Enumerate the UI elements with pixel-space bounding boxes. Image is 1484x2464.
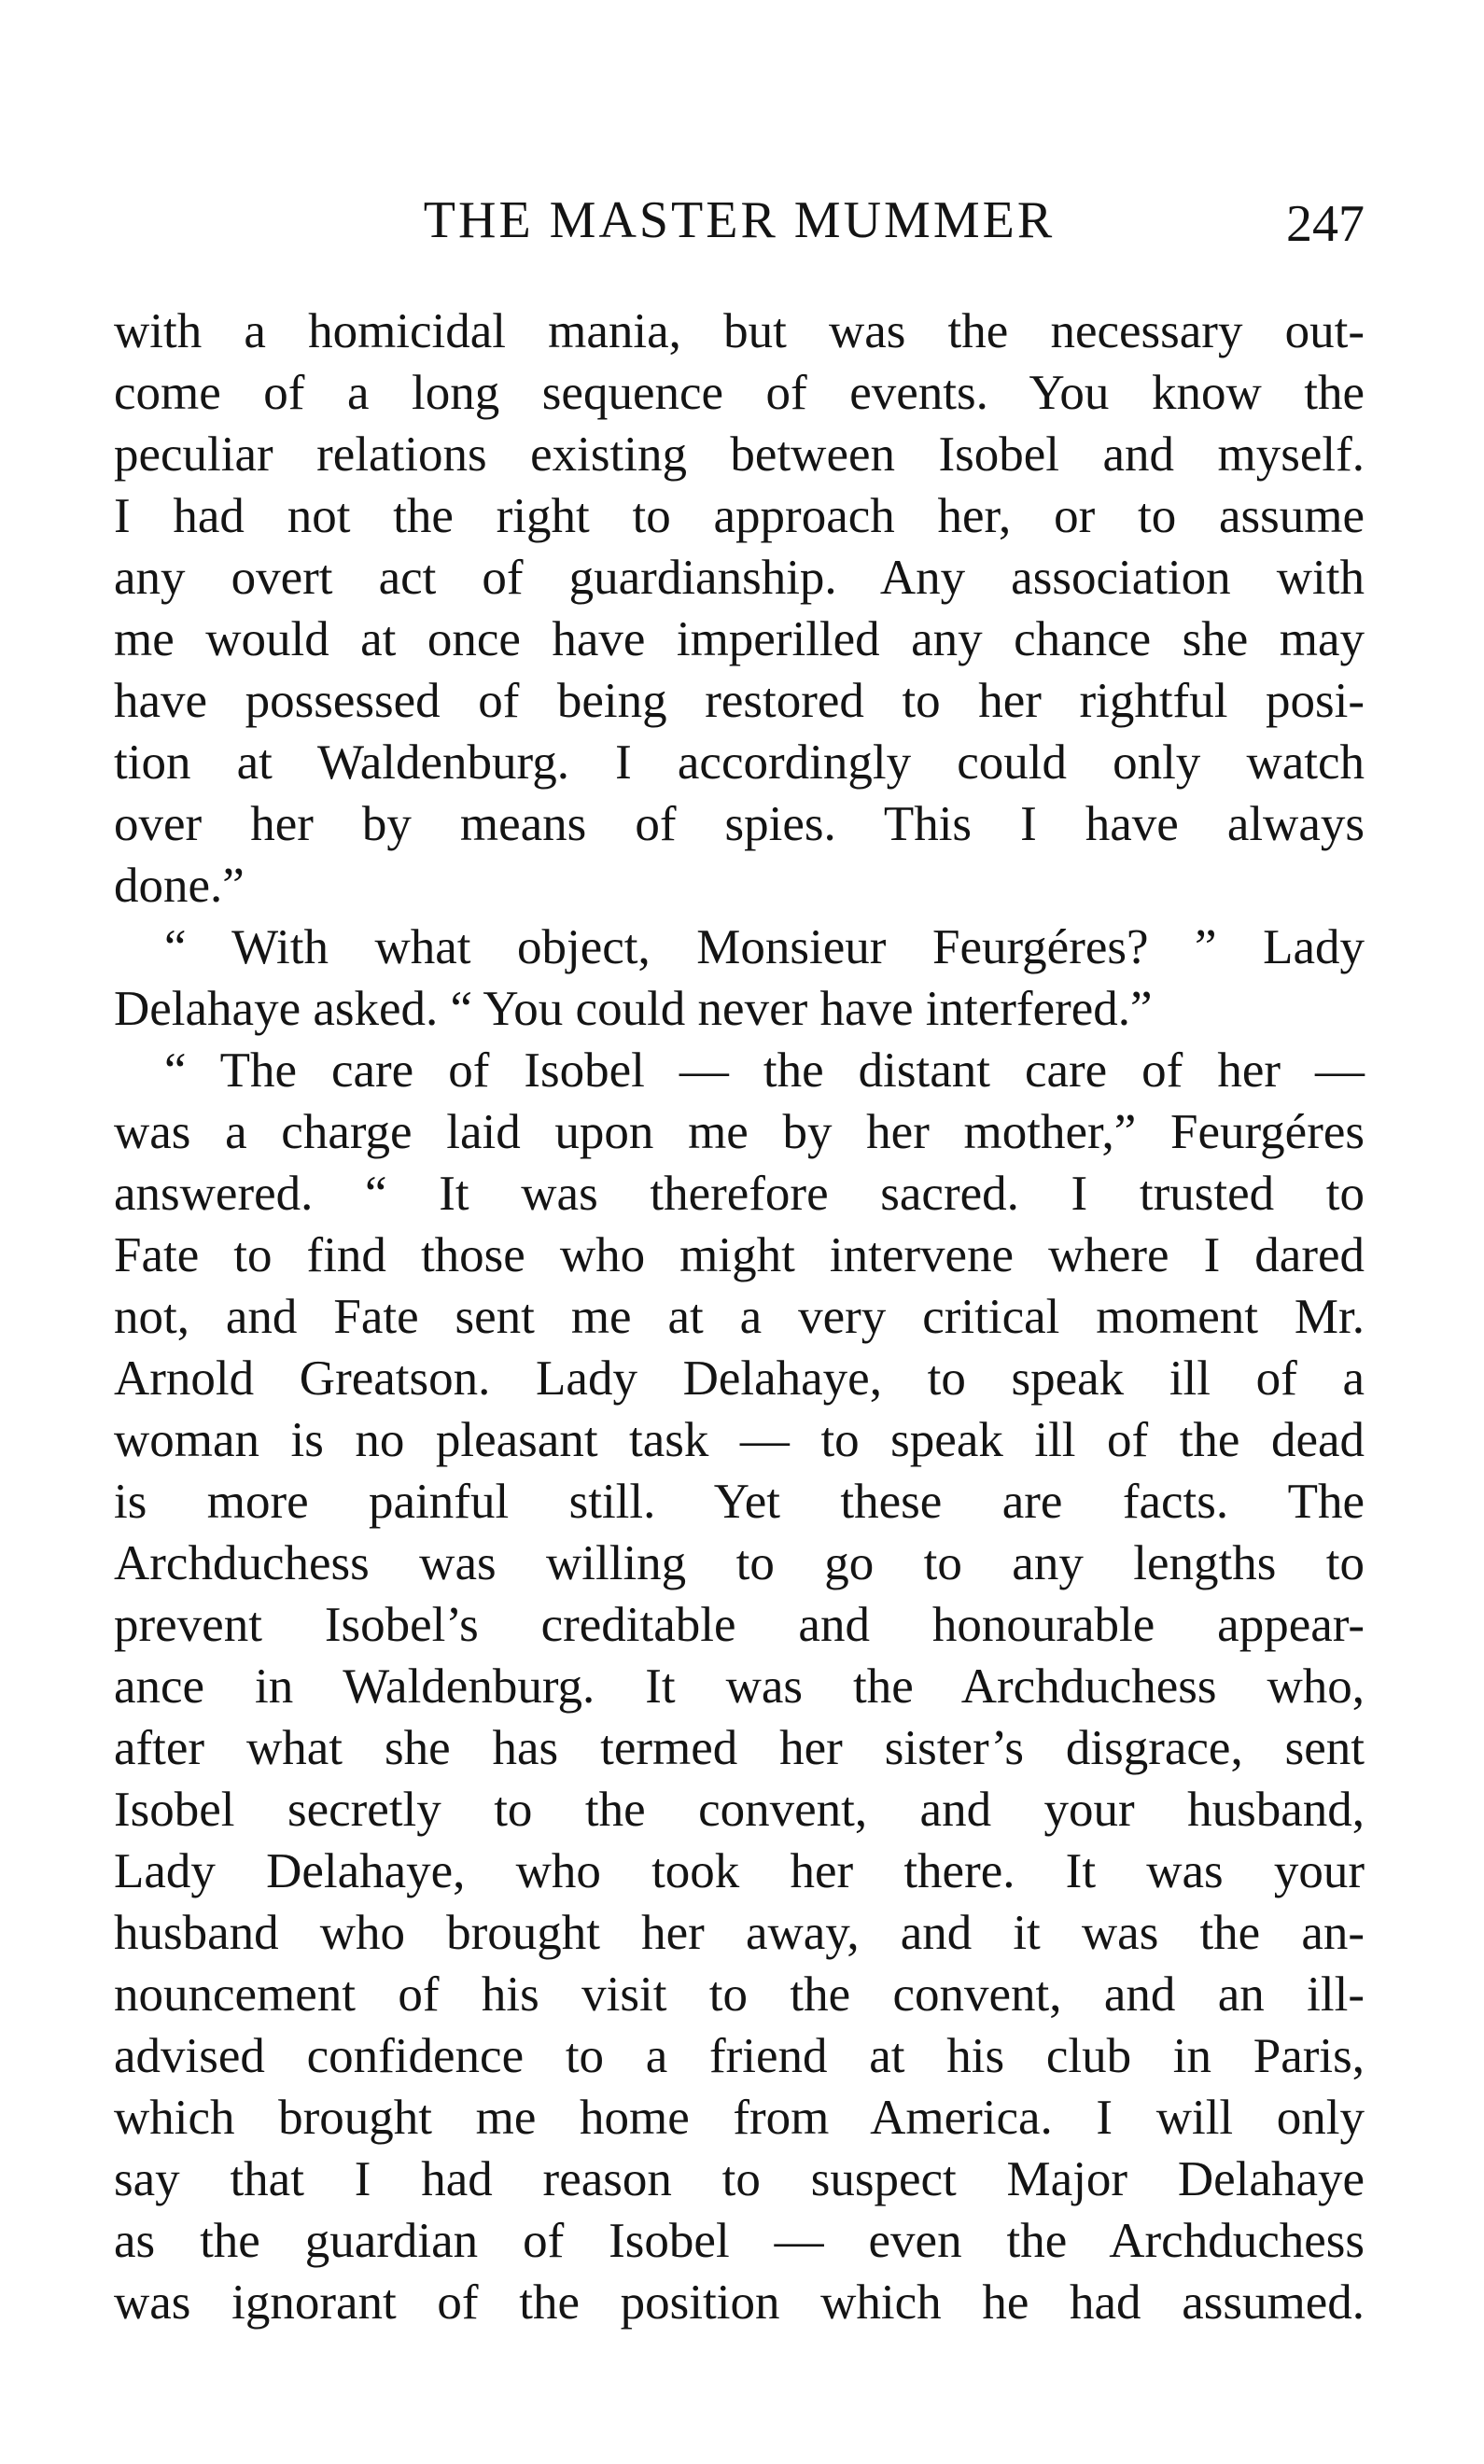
text-line: “ With what object, Monsieur Feurgéres? ” Lady (164, 920, 1365, 974)
running-title: THE MASTER MUMMER (423, 191, 1056, 249)
text-line: me would at once have imperilled any chance she may (114, 612, 1365, 666)
text-line: woman is no pleasant task — to speak ill of the dead (114, 1413, 1365, 1467)
text-line: ance in Waldenburg. It was the Archduchess who, (114, 1659, 1365, 1714)
text-line: advised confidence to a friend at his club in Paris, (114, 2029, 1365, 2083)
text-line: with a homicidal mania, but was the necessary out- (114, 304, 1365, 358)
text-line: I had not the right to approach her, or to assume (114, 489, 1365, 543)
text-line: Archduchess was willing to go to any lengths to (114, 1536, 1365, 1590)
text-line: Arnold Greatson. Lady Delahaye, to speak ill of a (114, 1351, 1365, 1406)
text-line: prevent Isobel’s creditable and honourable appear- (114, 1598, 1365, 1652)
text-line: Fate to find those who might intervene where I dared (114, 1228, 1365, 1282)
text-line: “ The care of Isobel — the distant care of her — (164, 1043, 1365, 1098)
text-line: come of a long sequence of events. You know the (114, 366, 1365, 420)
text-line: Delahaye asked. “ You could never have interfered.” (114, 982, 1153, 1036)
text-line: was a charge laid upon me by her mother,” Feurgéres (114, 1105, 1365, 1159)
text-line: nouncement of his visit to the convent, and an ill- (114, 1967, 1365, 2022)
text-line: not, and Fate sent me at a very critical moment Mr. (114, 1290, 1365, 1344)
text-line: Lady Delahaye, who took her there. It was your (114, 1844, 1365, 1898)
text-line: over her by means of spies. This I have always (114, 797, 1365, 851)
running-head (114, 183, 1365, 258)
text-line: which brought me home from America. I will only (114, 2091, 1365, 2145)
text-line: as the guardian of Isobel — even the Archduchess (114, 2214, 1365, 2268)
text-line: is more painful still. Yet these are facts. The (114, 1475, 1365, 1529)
text-line: answered. “ It was therefore sacred. I trusted to (114, 1167, 1365, 1221)
page-number: 247 (1286, 195, 1365, 253)
text-line: after what she has termed her sister’s disgrace, sent (114, 1721, 1365, 1775)
text-line: husband who brought her away, and it was the an- (114, 1906, 1365, 1960)
text-line: peculiar relations existing between Isobel and myself. (114, 427, 1365, 482)
text-line: any overt act of guardianship. Any association with (114, 551, 1365, 605)
text-line: was ignorant of the position which he had assumed. (114, 2275, 1365, 2330)
text-line: done.” (114, 859, 245, 913)
text-line: Isobel secretly to the convent, and your husband, (114, 1783, 1365, 1837)
body-text (114, 301, 1365, 2333)
text-line: have possessed of being restored to her rightful posi- (114, 674, 1365, 728)
text-line: tion at Waldenburg. I accordingly could only watch (114, 735, 1365, 790)
text-line: say that I had reason to suspect Major Delahaye (114, 2152, 1365, 2206)
